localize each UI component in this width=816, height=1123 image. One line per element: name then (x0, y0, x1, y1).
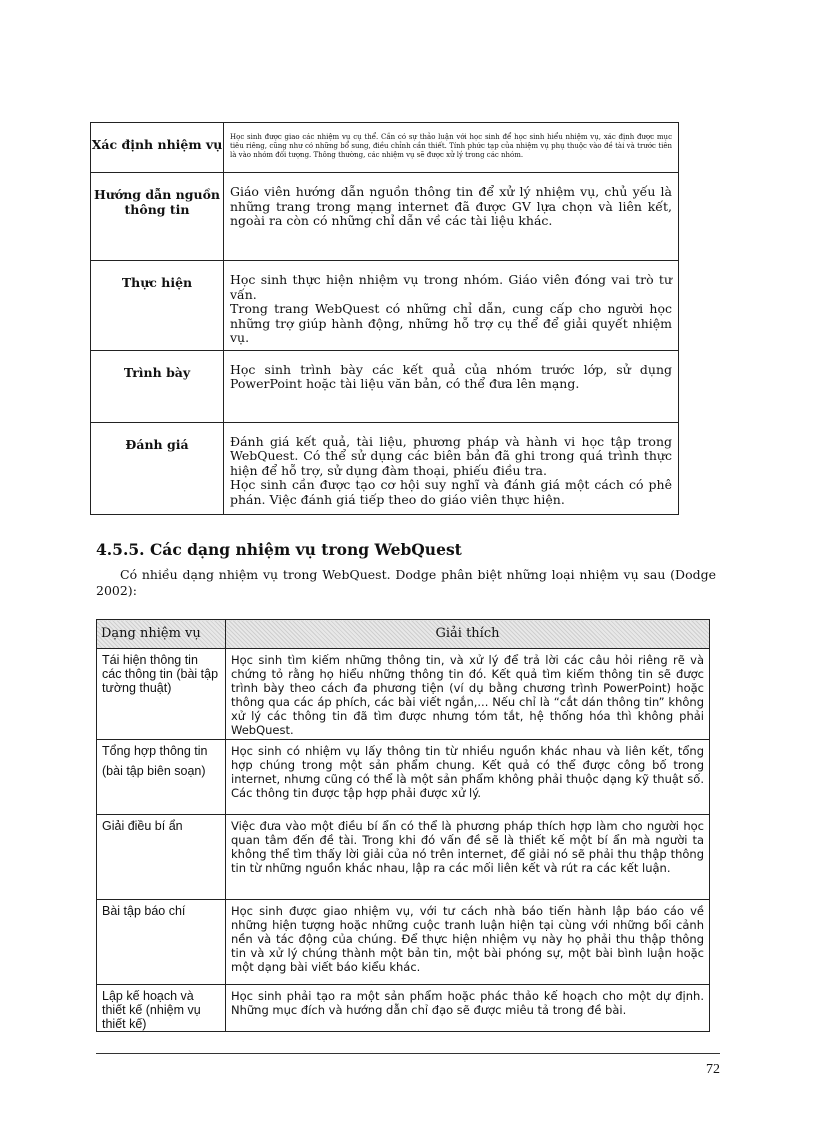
task-types-table (96, 619, 710, 1032)
table-row (91, 350, 679, 422)
task-explanation: Học sinh phải tạo ra một sản phẩm hoặc phác thảo kế hoạch cho một dự định. Những mục đích và hướng dẫn chỉ đạo sẽ được miêu tả trong đề bài. (226, 985, 710, 1032)
task-explanation: Học sinh được giao nhiệm vụ, với tư cách nhà báo tiến hành lập báo cáo về những hiện tượng hoặc những cuộc tranh luận hiện tại cùng với những bối cảnh nền và tác động của chúng. Để thực hiện nhiệm vụ này họ phải thu thập thông tin và xử lý chúng thành một bản tin, một bài phóng sự, một bài bình luận hoặc một dạng bài viết báo kiểu khác. (226, 900, 710, 985)
row-label: Thực hiện (91, 261, 224, 351)
task-type-line: Tổng hợp thông tin (102, 744, 208, 758)
column-header-type: Dạng nhiệm vụ (97, 620, 226, 649)
table-row (97, 649, 710, 740)
task-type: Bài tập báo chí (97, 900, 226, 985)
table-row (97, 740, 710, 815)
footer-divider (96, 1053, 720, 1054)
row-label: Trình bày (91, 350, 224, 422)
section-intro: Có nhiều dạng nhiệm vụ trong WebQuest. Dodge phân biệt những loại nhiệm vụ sau (Dodge 2002): (96, 567, 716, 598)
table-row (97, 815, 710, 900)
task-explanation: Học sinh tìm kiếm những thông tin, và xử lý để trả lời các câu hỏi riêng rẽ và chứng tỏ rằng họ hiểu những thông tin đó. Kết quả tìm kiếm thông tin sẽ được trình bày theo cách đa phương tiện (ví dụ bằng chương trình PowerPoint) hoặc thông qua các áp phích, các bài viết ngắn,... Nếu chỉ là “cắt dán thông tin” không xử lý các thông tin đã tìm được nhưng tóm tắt, hệ thống hóa thì không phải WebQuest. (226, 649, 710, 740)
task-type: Giải điều bí ẩn (97, 815, 226, 900)
table-row (97, 900, 710, 985)
steps-table (90, 122, 679, 515)
row-text-paragraph: Học sinh thực hiện nhiệm vụ trong nhóm. Giáo viên đóng vai trò tư vấn. (230, 272, 672, 302)
task-type: Tái hiện thông tin các thông tin (bài tập tường thuật) (97, 649, 226, 740)
task-explanation: Việc đưa vào một điều bí ẩn có thể là phương pháp thích hợp làm cho người học quan tâm đến đề tài. Trong khi đó vấn đề sẽ là thiết kế một bí ẩn mà người ta không thể tìm thấy lời giải của nó trên internet, để giải nó sẽ phải thu thập thông tin từ những nguồn khác nhau, lập ra các mối liên kết và rút ra các kết luận. (226, 815, 710, 900)
row-label: Hướng dẫn nguồn thông tin (91, 173, 224, 261)
table-header-row (97, 620, 710, 649)
table-row (91, 261, 679, 351)
row-text: Học sinh trình bày các kết quả của nhóm trước lớp, sử dụng PowerPoint hoặc tài liệu văn bản, có thể đưa lên mạng. (224, 350, 679, 422)
page-number: 72 (706, 1062, 720, 1077)
table-row (91, 123, 679, 173)
row-label: Đánh giá (91, 422, 224, 514)
table-row (91, 173, 679, 261)
row-text: Học sinh được giao các nhiệm vụ cụ thể. Cần có sự thảo luận với học sinh để học sinh hiểu nhiệm vụ, xác định được mục tiêu riêng, cũng như có những bổ sung, điều chỉnh cần thiết. Tính phức tạp của nhiệm vụ phụ thuộc vào đề tài và trước tiên là vào nhóm đối tượng. Thông thường, các nhiệm vụ sẽ được xử lý trong các nhóm. (224, 123, 679, 173)
row-text (224, 422, 679, 514)
task-type (97, 740, 226, 815)
row-text-paragraph: Đánh giá kết quả, tài liệu, phương pháp và hành vi học tập trong WebQuest. Có thể sử dụng các biên bản đã ghi trong quá trình thực hiện để hỗ trợ, sử dụng đàm thoại, phiếu điều tra. (230, 433, 672, 478)
table-row (91, 422, 679, 514)
row-text (224, 261, 679, 351)
row-text-paragraph: Trong trang WebQuest có những chỉ dẫn, cung cấp cho người học những trợ giúp hành động, những hỗ trợ cụ thể để giải quyết nhiệm vụ. (230, 301, 672, 345)
task-type-line: (bài tập biên soạn) (102, 764, 206, 778)
row-label: Xác định nhiệm vụ (91, 123, 224, 173)
row-text-paragraph: Học sinh cần được tạo cơ hội suy nghĩ và đánh giá một cách có phê phán. Việc đánh giá tiếp theo do giáo viên thực hiện. (230, 477, 672, 507)
column-header-explanation: Giải thích (226, 620, 710, 649)
section-heading: 4.5.5. Các dạng nhiệm vụ trong WebQuest (96, 540, 462, 559)
task-explanation: Học sinh có nhiệm vụ lấy thông tin từ nhiều nguồn khác nhau và liên kết, tổng hợp chúng trong một sản phẩm chung. Kết quả có thể được công bố trong internet, nhưng cũng có thể là một sản phẩm không phải thuộc dạng kỹ thuật số. Các thông tin được tập hợp phải được xử lý. (226, 740, 710, 815)
row-text: Giáo viên hướng dẫn nguồn thông tin để xử lý nhiệm vụ, chủ yếu là những trang trong mạng internet đã được GV lựa chọn và liên kết, ngoài ra còn có những chỉ dẫn về các tài liệu khác. (224, 173, 679, 261)
table-row (97, 985, 710, 1032)
task-type: Lập kế hoạch và thiết kế (nhiệm vụ thiết kế) (97, 985, 226, 1032)
